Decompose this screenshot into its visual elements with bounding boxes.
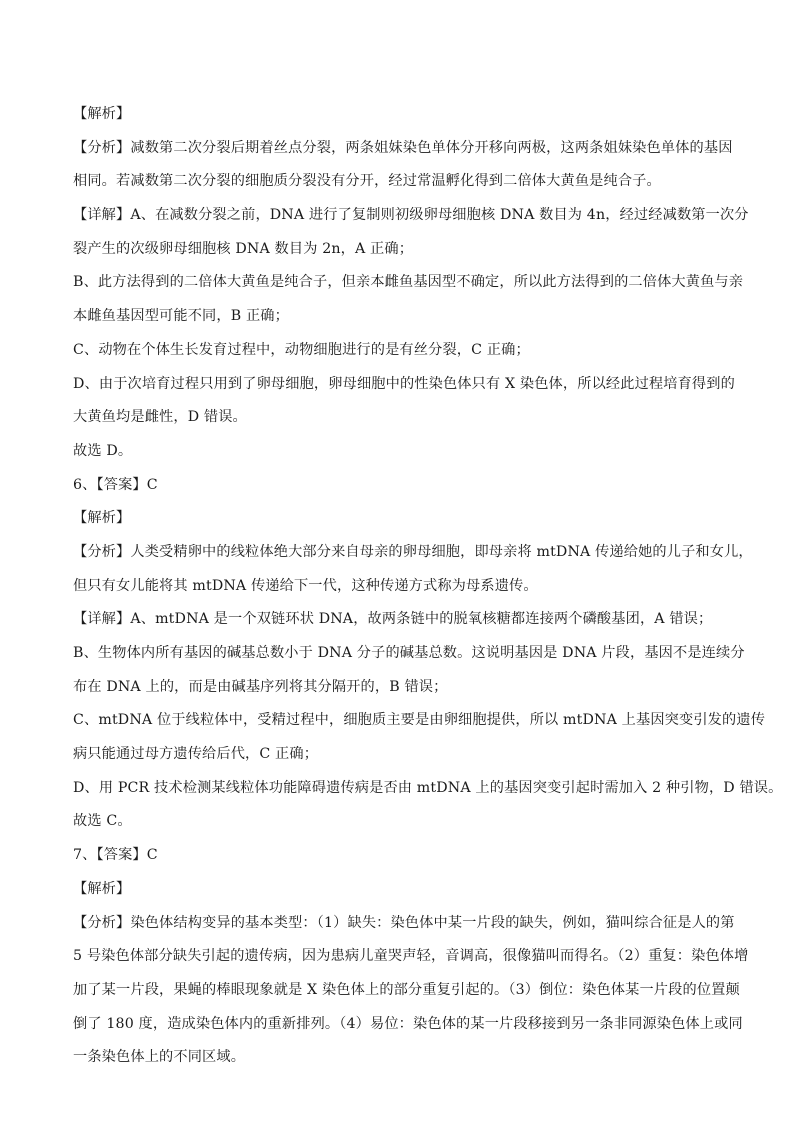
line-option-6-c-1: C、mtDNA 位于线粒体中，受精过程中，细胞质主要是由卵细胞提供，所以 mtDNA 上基因突变引发的遗传 xyxy=(73,712,766,729)
line-fenxi-7-4: 倒了 180 度，造成染色体内的重新排列。（4）易位：染色体的某一片段移接到另一条非同源染色体上或同 xyxy=(73,1015,743,1032)
line-answer-7: 7、【答案】C xyxy=(73,847,158,864)
line-fenxi-6-1: 【分析】人类受精卵中的线粒体绝大部分来自母亲的卵母细胞，即母亲将 mtDNA 传递给她的儿子和女儿， xyxy=(73,543,753,560)
line-option-6-b-2: 布在 DNA 上的，而是由碱基序列将其分隔开的，B 错误； xyxy=(73,678,448,695)
line-choice-c: 故选 C。 xyxy=(73,813,132,830)
line-option-d-1: D、由于次培育过程只用到了卵母细胞，卵母细胞中的性染色体只有 X 染色体，所以经此过程培育得到的 xyxy=(73,375,735,392)
line-option-6-b-1: B、生物体内所有基因的碱基总数小于 DNA 分子的碱基总数。这说明基因是 DNA 片段，基因不是连续分 xyxy=(73,645,745,661)
line-fenxi-1: 【分析】减数第二次分裂后期着丝点分裂，两条姐妹染色单体分开移向两极，这两条姐妹染色单体的基因 xyxy=(73,139,733,156)
line-analysis-heading-6: 【解析】 xyxy=(73,510,131,527)
line-analysis-heading: 【解析】 xyxy=(73,106,131,122)
line-fenxi-7-5: 一条染色体上的不同区域。 xyxy=(73,1049,246,1066)
line-fenxi-7-1: 【分析】染色体结构变异的基本类型：（1）缺失：染色体中某一片段的缺失，例如，猫叫综合征是人的第 xyxy=(73,914,735,931)
line-xiangjie-a-2: 裂产生的次级卵母细胞核 DNA 数目为 2n，A 正确； xyxy=(73,240,414,257)
line-option-b-1: B、此方法得到的二倍体大黄鱼是纯合子，但亲本雌鱼基因型不确定，所以此方法得到的二倍体大黄鱼与亲 xyxy=(73,274,744,291)
line-fenxi-7-2: 5 号染色体部分缺失引起的遗传病，因为患病儿童哭声轻，音调高，很像猫叫而得名。（2）重复：染色体增 xyxy=(73,948,749,965)
line-fenxi-7-3: 加了某一片段，果蝇的棒眼现象就是 X 染色体上的部分重复引起的。（3）倒位：染色体某一片段的位置颠 xyxy=(73,981,740,998)
line-option-d-2: 大黄鱼均是雌性，D 错误。 xyxy=(73,409,247,426)
document-page xyxy=(73,98,783,1075)
line-option-6-c-2: 病只能通过母方遗传给后代，C 正确； xyxy=(73,746,319,763)
line-fenxi-2: 相同。若减数第二次分裂的细胞质分裂没有分开，经过常温孵化得到二倍体大黄鱼是纯合子。 xyxy=(73,173,661,190)
line-xiangjie-6-a: 【详解】A、mtDNA 是一个双链环状 DNA，故两条链中的脱氧核糖都连接两个磷酸基团，A 错误； xyxy=(73,611,713,628)
line-option-6-d: D、用 PCR 技术检测某线粒体功能障碍遗传病是否由 mtDNA 上的基因突变引起时需加入 2 种引物，D 错误。 xyxy=(73,779,783,796)
line-option-b-2: 本雌鱼基因型可能不同，B 正确； xyxy=(73,308,289,325)
line-answer-6: 6、【答案】C xyxy=(73,476,158,493)
line-analysis-heading-7: 【解析】 xyxy=(73,880,131,897)
line-option-c: C、动物在个体生长发育过程中，动物细胞进行的是有丝分裂，C 正确； xyxy=(73,341,530,358)
line-choice-d: 故选 D。 xyxy=(73,442,133,459)
line-fenxi-6-2: 但只有女儿能将其 mtDNA 传递给下一代，这种传递方式称为母系遗传。 xyxy=(73,577,538,594)
line-xiangjie-a-1: 【详解】A、在减数分裂之前，DNA 进行了复制则初级卵母细胞核 DNA 数目为 4n，经过经减数第一次分 xyxy=(73,207,749,224)
